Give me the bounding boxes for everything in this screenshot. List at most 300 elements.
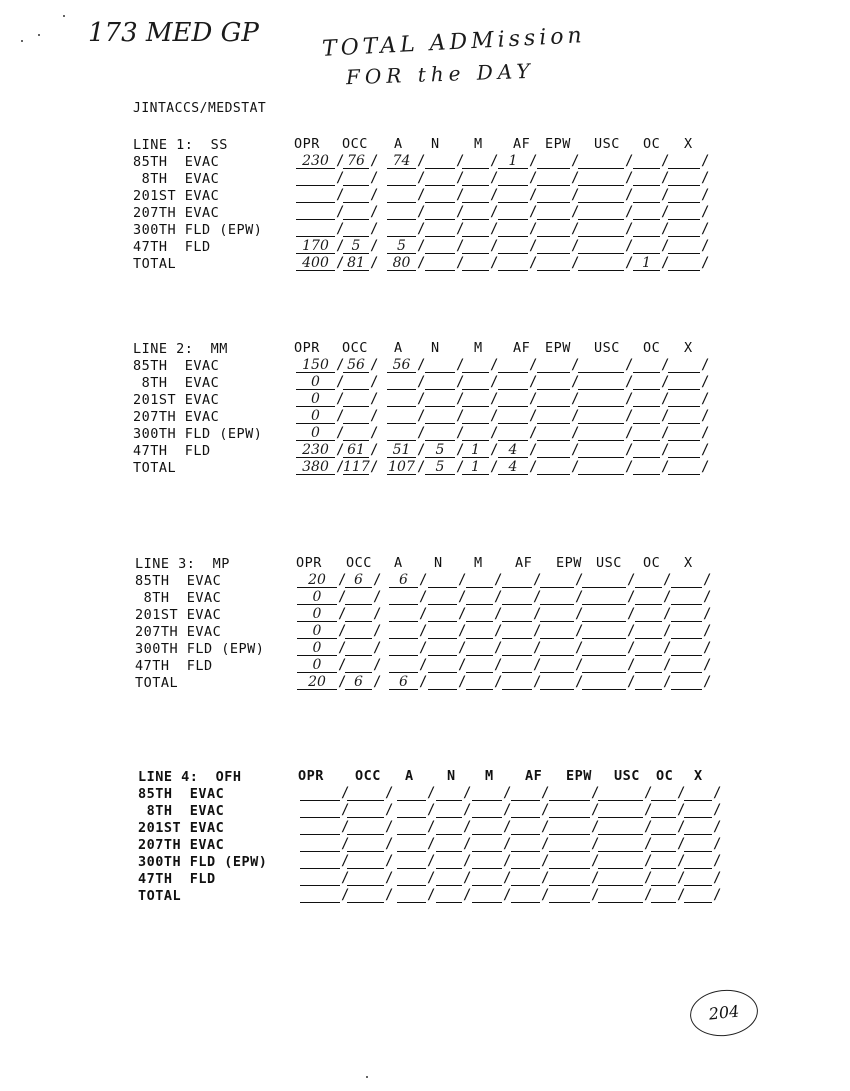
entry-opr[interactable]: 380 <box>296 460 335 475</box>
entry-occ[interactable] <box>345 641 372 656</box>
row-label: 85TH EVAC <box>133 358 220 374</box>
entry-af[interactable]: 1 <box>498 154 528 169</box>
entry-usc[interactable] <box>578 239 624 254</box>
row-label: 207TH EVAC <box>138 837 225 853</box>
entry-opr[interactable] <box>300 888 340 903</box>
entry-n[interactable] <box>425 154 455 169</box>
column-header-n: N <box>434 555 443 571</box>
entry-x[interactable] <box>668 460 700 475</box>
entry-oc[interactable]: 1 <box>633 256 660 271</box>
entry-n[interactable] <box>436 854 462 869</box>
entry-epw[interactable] <box>537 154 570 169</box>
entry-usc[interactable] <box>578 171 624 186</box>
entry-m[interactable] <box>462 205 489 220</box>
entry-m[interactable] <box>466 658 493 673</box>
entry-m[interactable] <box>472 786 502 801</box>
entry-x[interactable] <box>668 392 700 407</box>
entry-x[interactable] <box>668 205 700 220</box>
entry-m[interactable] <box>466 624 493 639</box>
entry-a[interactable] <box>397 837 426 852</box>
entry-occ[interactable] <box>347 871 384 886</box>
entry-af[interactable] <box>498 188 528 203</box>
separator-slash: / <box>373 674 382 690</box>
entry-af[interactable] <box>498 426 528 441</box>
entry-epw[interactable] <box>537 392 570 407</box>
entry-usc[interactable] <box>578 409 624 424</box>
entry-m[interactable] <box>466 590 493 605</box>
entry-usc[interactable] <box>582 624 626 639</box>
entry-epw[interactable] <box>537 375 570 390</box>
entry-oc[interactable] <box>635 590 662 605</box>
entry-epw[interactable] <box>537 239 570 254</box>
entry-usc[interactable] <box>578 426 624 441</box>
entry-n[interactable] <box>425 239 455 254</box>
entry-n[interactable] <box>436 871 462 886</box>
entry-occ[interactable] <box>343 426 369 441</box>
entry-epw[interactable] <box>540 658 574 673</box>
entry-occ[interactable] <box>343 188 369 203</box>
entry-oc[interactable] <box>635 641 662 656</box>
entry-occ[interactable]: 5 <box>343 239 369 254</box>
entry-usc[interactable] <box>578 154 624 169</box>
entry-oc[interactable] <box>633 392 660 407</box>
entry-m[interactable] <box>462 171 489 186</box>
entry-opr[interactable] <box>300 786 340 801</box>
entry-opr[interactable]: 0 <box>296 375 335 390</box>
entry-usc[interactable] <box>598 854 643 869</box>
entry-opr[interactable]: 0 <box>296 409 335 424</box>
form-row <box>135 590 295 607</box>
entry-n[interactable] <box>436 786 462 801</box>
entry-usc[interactable] <box>578 222 624 237</box>
entry-m[interactable] <box>472 854 502 869</box>
entry-x[interactable] <box>668 409 700 424</box>
separator-slash: / <box>341 802 350 818</box>
entry-n[interactable] <box>425 426 455 441</box>
separator-slash: / <box>458 589 467 605</box>
entry-n[interactable] <box>425 171 455 186</box>
entry-af[interactable] <box>502 675 532 690</box>
entry-n[interactable] <box>425 188 455 203</box>
entry-a[interactable] <box>387 222 416 237</box>
entry-af[interactable] <box>511 888 540 903</box>
entry-oc[interactable] <box>633 426 660 441</box>
entry-oc[interactable] <box>633 375 660 390</box>
entry-n[interactable] <box>425 222 455 237</box>
entry-x[interactable] <box>668 443 700 458</box>
entry-occ[interactable] <box>345 658 372 673</box>
entry-af[interactable] <box>511 837 540 852</box>
entry-x[interactable] <box>668 154 700 169</box>
entry-epw[interactable] <box>537 409 570 424</box>
entry-occ[interactable]: 76 <box>343 154 369 169</box>
entry-af[interactable] <box>511 871 540 886</box>
entry-oc[interactable] <box>635 675 662 690</box>
entry-x[interactable] <box>668 358 700 373</box>
entry-af[interactable] <box>498 392 528 407</box>
entry-opr[interactable]: 150 <box>296 358 335 373</box>
entry-opr[interactable]: 0 <box>297 641 337 656</box>
entry-occ[interactable]: 61 <box>343 443 369 458</box>
entry-usc[interactable] <box>582 607 626 622</box>
entry-m[interactable] <box>462 222 489 237</box>
entry-af[interactable] <box>498 256 528 271</box>
entry-n[interactable] <box>428 590 457 605</box>
entry-a[interactable]: 6 <box>389 573 418 588</box>
entry-x[interactable] <box>684 854 712 869</box>
entry-n[interactable] <box>425 392 455 407</box>
entry-occ[interactable]: 81 <box>343 256 369 271</box>
entry-epw[interactable] <box>549 871 590 886</box>
entry-m[interactable] <box>462 409 489 424</box>
entry-opr[interactable]: 230 <box>296 443 335 458</box>
entry-af[interactable] <box>502 641 532 656</box>
entry-af[interactable] <box>511 786 540 801</box>
entry-m[interactable] <box>462 392 489 407</box>
entry-epw[interactable] <box>540 607 574 622</box>
column-header-occ: OCC <box>342 136 368 152</box>
separator-slash: / <box>373 589 382 605</box>
entry-oc[interactable] <box>635 624 662 639</box>
entry-usc[interactable] <box>578 460 624 475</box>
entry-oc[interactable] <box>633 222 660 237</box>
entry-opr[interactable]: 0 <box>297 658 337 673</box>
separator-slash: / <box>417 255 426 271</box>
entry-af[interactable]: 4 <box>498 443 528 458</box>
entry-m[interactable] <box>462 256 489 271</box>
entry-occ[interactable] <box>343 375 369 390</box>
entry-a[interactable]: 80 <box>387 256 416 271</box>
entry-usc[interactable] <box>578 392 624 407</box>
entry-usc[interactable] <box>578 375 624 390</box>
entry-m[interactable] <box>462 375 489 390</box>
entry-usc[interactable] <box>598 786 643 801</box>
entry-epw[interactable] <box>549 854 590 869</box>
column-header-opr: OPR <box>294 340 320 356</box>
entry-m[interactable] <box>472 820 502 835</box>
entry-x[interactable] <box>668 171 700 186</box>
entry-af[interactable] <box>511 820 540 835</box>
entry-oc[interactable] <box>635 607 662 622</box>
entry-oc[interactable] <box>651 854 676 869</box>
entry-oc[interactable] <box>633 188 660 203</box>
entry-x[interactable] <box>668 256 700 271</box>
entry-x[interactable] <box>684 871 712 886</box>
entry-epw[interactable] <box>549 820 590 835</box>
entry-m[interactable] <box>462 358 489 373</box>
entry-n[interactable] <box>428 641 457 656</box>
entry-a[interactable] <box>387 426 416 441</box>
separator-slash: / <box>701 357 710 373</box>
entry-a[interactable] <box>397 854 426 869</box>
entry-occ[interactable]: 56 <box>343 358 369 373</box>
entry-m[interactable]: 1 <box>462 460 489 475</box>
separator-slash: / <box>373 606 382 622</box>
entry-epw[interactable] <box>537 443 570 458</box>
entry-usc[interactable] <box>578 188 624 203</box>
entry-x[interactable] <box>671 641 702 656</box>
entry-a[interactable] <box>387 171 416 186</box>
entry-a[interactable] <box>397 803 426 818</box>
entry-n[interactable]: 5 <box>425 460 455 475</box>
entry-occ[interactable] <box>345 624 372 639</box>
entry-opr[interactable] <box>300 803 340 818</box>
entry-oc[interactable] <box>633 171 660 186</box>
entry-x[interactable] <box>671 573 702 588</box>
entry-epw[interactable] <box>537 460 570 475</box>
entry-occ[interactable] <box>347 786 384 801</box>
row-label: 201ST EVAC <box>138 820 225 836</box>
entry-occ[interactable] <box>347 854 384 869</box>
entry-af[interactable] <box>498 375 528 390</box>
entry-a[interactable] <box>387 188 416 203</box>
entry-epw[interactable] <box>540 573 574 588</box>
entry-x[interactable] <box>671 607 702 622</box>
entry-opr[interactable]: 0 <box>297 624 337 639</box>
separator-slash: / <box>458 623 467 639</box>
entry-occ[interactable] <box>343 171 369 186</box>
entry-occ[interactable] <box>347 888 384 903</box>
entry-oc[interactable] <box>635 573 662 588</box>
entry-x[interactable] <box>671 590 702 605</box>
entry-occ[interactable] <box>345 607 372 622</box>
entry-x[interactable] <box>684 888 712 903</box>
entry-af[interactable] <box>498 171 528 186</box>
entry-af[interactable] <box>498 409 528 424</box>
entry-x[interactable] <box>668 426 700 441</box>
entry-a[interactable] <box>397 820 426 835</box>
entry-oc[interactable] <box>633 460 660 475</box>
entry-opr[interactable]: 170 <box>296 239 335 254</box>
entry-occ[interactable] <box>343 222 369 237</box>
entry-epw[interactable] <box>537 256 570 271</box>
entry-x[interactable] <box>668 188 700 203</box>
entry-epw[interactable] <box>540 675 574 690</box>
entry-oc[interactable] <box>651 820 676 835</box>
entry-occ[interactable] <box>347 837 384 852</box>
entry-opr[interactable] <box>300 820 340 835</box>
entry-oc[interactable] <box>651 803 676 818</box>
entry-usc[interactable] <box>582 675 626 690</box>
entry-epw[interactable] <box>549 803 590 818</box>
entry-a[interactable]: 6 <box>389 675 418 690</box>
entry-a[interactable] <box>387 375 416 390</box>
entry-af[interactable] <box>511 854 540 869</box>
entry-n[interactable] <box>428 658 457 673</box>
entry-oc[interactable] <box>651 871 676 886</box>
entry-epw[interactable] <box>537 171 570 186</box>
separator-slash: / <box>663 623 672 639</box>
entry-n[interactable] <box>436 888 462 903</box>
entry-usc[interactable] <box>598 871 643 886</box>
entry-occ[interactable] <box>345 590 372 605</box>
entry-occ[interactable] <box>343 205 369 220</box>
entry-usc[interactable] <box>582 573 626 588</box>
entry-opr[interactable]: 0 <box>296 392 335 407</box>
entry-oc[interactable] <box>633 409 660 424</box>
entry-opr[interactable] <box>300 837 340 852</box>
entry-m[interactable] <box>472 803 502 818</box>
entry-opr[interactable]: 400 <box>296 256 335 271</box>
entry-n[interactable] <box>428 607 457 622</box>
entry-epw[interactable] <box>540 641 574 656</box>
entry-epw[interactable] <box>537 188 570 203</box>
entry-a[interactable] <box>389 590 418 605</box>
entry-epw[interactable] <box>549 837 590 852</box>
entry-m[interactable] <box>472 888 502 903</box>
entry-a[interactable] <box>397 871 426 886</box>
entry-opr[interactable]: 20 <box>297 573 337 588</box>
entry-x[interactable] <box>668 239 700 254</box>
entry-epw[interactable] <box>549 888 590 903</box>
entry-m[interactable] <box>466 573 493 588</box>
entry-usc[interactable] <box>578 205 624 220</box>
entry-m[interactable] <box>466 607 493 622</box>
entry-a[interactable] <box>397 888 426 903</box>
entry-occ[interactable] <box>347 820 384 835</box>
entry-m[interactable] <box>472 837 502 852</box>
entry-af[interactable] <box>502 573 532 588</box>
entry-opr[interactable]: 0 <box>296 426 335 441</box>
entry-usc[interactable] <box>598 888 643 903</box>
entry-usc[interactable] <box>578 443 624 458</box>
entry-opr[interactable]: 0 <box>297 607 337 622</box>
entry-opr[interactable] <box>296 222 335 237</box>
entry-a[interactable]: 51 <box>387 443 416 458</box>
entry-m[interactable] <box>462 426 489 441</box>
entry-af[interactable] <box>502 607 532 622</box>
entry-x[interactable] <box>684 803 712 818</box>
entry-epw[interactable] <box>537 222 570 237</box>
entry-m[interactable]: 1 <box>462 443 489 458</box>
entry-oc[interactable] <box>651 888 676 903</box>
separator-slash: / <box>701 221 710 237</box>
entry-epw[interactable] <box>537 426 570 441</box>
entry-a[interactable] <box>389 658 418 673</box>
entry-n[interactable] <box>425 256 455 271</box>
entry-oc[interactable] <box>635 658 662 673</box>
entry-epw[interactable] <box>540 624 574 639</box>
entry-usc[interactable] <box>578 256 624 271</box>
entry-n[interactable] <box>425 375 455 390</box>
entry-opr[interactable] <box>300 854 340 869</box>
entry-usc[interactable] <box>582 590 626 605</box>
entry-n[interactable] <box>436 803 462 818</box>
entry-usc[interactable] <box>582 641 626 656</box>
entry-usc[interactable] <box>598 837 643 852</box>
entry-n[interactable] <box>425 409 455 424</box>
entry-a[interactable] <box>389 624 418 639</box>
entry-x[interactable] <box>668 375 700 390</box>
entry-a[interactable] <box>387 392 416 407</box>
entry-oc[interactable] <box>651 786 676 801</box>
entry-a[interactable]: 107 <box>388 459 415 475</box>
entry-occ[interactable]: 6 <box>345 675 372 690</box>
entry-x[interactable] <box>671 675 702 690</box>
entry-oc[interactable] <box>651 837 676 852</box>
entry-opr[interactable]: 230 <box>296 154 335 169</box>
entry-m[interactable] <box>472 871 502 886</box>
entry-a[interactable] <box>387 205 416 220</box>
entry-x[interactable] <box>684 786 712 801</box>
entry-af[interactable] <box>498 205 528 220</box>
entry-af[interactable]: 4 <box>498 460 528 475</box>
entry-epw[interactable] <box>549 786 590 801</box>
entry-af[interactable] <box>502 624 532 639</box>
entry-epw[interactable] <box>537 205 570 220</box>
entry-epw[interactable] <box>537 358 570 373</box>
entry-m[interactable] <box>462 188 489 203</box>
entry-n[interactable] <box>428 675 457 690</box>
entry-a[interactable] <box>389 607 418 622</box>
entry-n[interactable] <box>425 358 455 373</box>
entry-oc[interactable] <box>633 443 660 458</box>
entry-af[interactable] <box>502 658 532 673</box>
entry-a[interactable] <box>389 641 418 656</box>
entry-n[interactable] <box>428 573 457 588</box>
entry-a[interactable]: 56 <box>387 358 416 373</box>
entry-m[interactable] <box>466 675 493 690</box>
entry-opr[interactable] <box>300 871 340 886</box>
entry-a[interactable] <box>387 409 416 424</box>
entry-m[interactable] <box>466 641 493 656</box>
entry-opr[interactable]: 20 <box>297 675 337 690</box>
entry-occ[interactable] <box>347 803 384 818</box>
entry-n[interactable]: 5 <box>425 443 455 458</box>
entry-n[interactable] <box>436 820 462 835</box>
entry-x[interactable] <box>668 222 700 237</box>
entry-usc[interactable] <box>582 658 626 673</box>
entry-a[interactable] <box>397 786 426 801</box>
entry-af[interactable] <box>511 803 540 818</box>
entry-af[interactable] <box>498 358 528 373</box>
separator-slash: / <box>625 221 634 237</box>
entry-opr[interactable] <box>296 188 335 203</box>
entry-x[interactable] <box>684 820 712 835</box>
entry-usc[interactable] <box>578 358 624 373</box>
entry-opr[interactable] <box>296 205 335 220</box>
entry-opr[interactable] <box>296 171 335 186</box>
separator-slash: / <box>571 374 580 390</box>
entry-x[interactable] <box>684 837 712 852</box>
entry-usc[interactable] <box>598 820 643 835</box>
entry-x[interactable] <box>671 658 702 673</box>
entry-epw[interactable] <box>540 590 574 605</box>
entry-oc[interactable] <box>633 358 660 373</box>
entry-n[interactable] <box>428 624 457 639</box>
entry-a[interactable]: 74 <box>387 154 416 169</box>
entry-usc[interactable] <box>598 803 643 818</box>
entry-n[interactable] <box>425 205 455 220</box>
entry-af[interactable] <box>498 239 528 254</box>
entry-oc[interactable] <box>633 205 660 220</box>
entry-oc[interactable] <box>633 239 660 254</box>
entry-occ[interactable]: 117 <box>343 459 370 475</box>
entry-opr[interactable]: 0 <box>297 590 337 605</box>
entry-af[interactable] <box>498 222 528 237</box>
entry-af[interactable] <box>502 590 532 605</box>
entry-m[interactable] <box>462 154 489 169</box>
entry-occ[interactable] <box>343 392 369 407</box>
entry-a[interactable]: 5 <box>387 239 416 254</box>
entry-occ[interactable] <box>343 409 369 424</box>
entry-occ[interactable]: 6 <box>345 573 372 588</box>
entry-m[interactable] <box>462 239 489 254</box>
entry-x[interactable] <box>671 624 702 639</box>
section-title: LINE 2: MM <box>133 341 228 357</box>
entry-oc[interactable] <box>633 154 660 169</box>
entry-n[interactable] <box>436 837 462 852</box>
